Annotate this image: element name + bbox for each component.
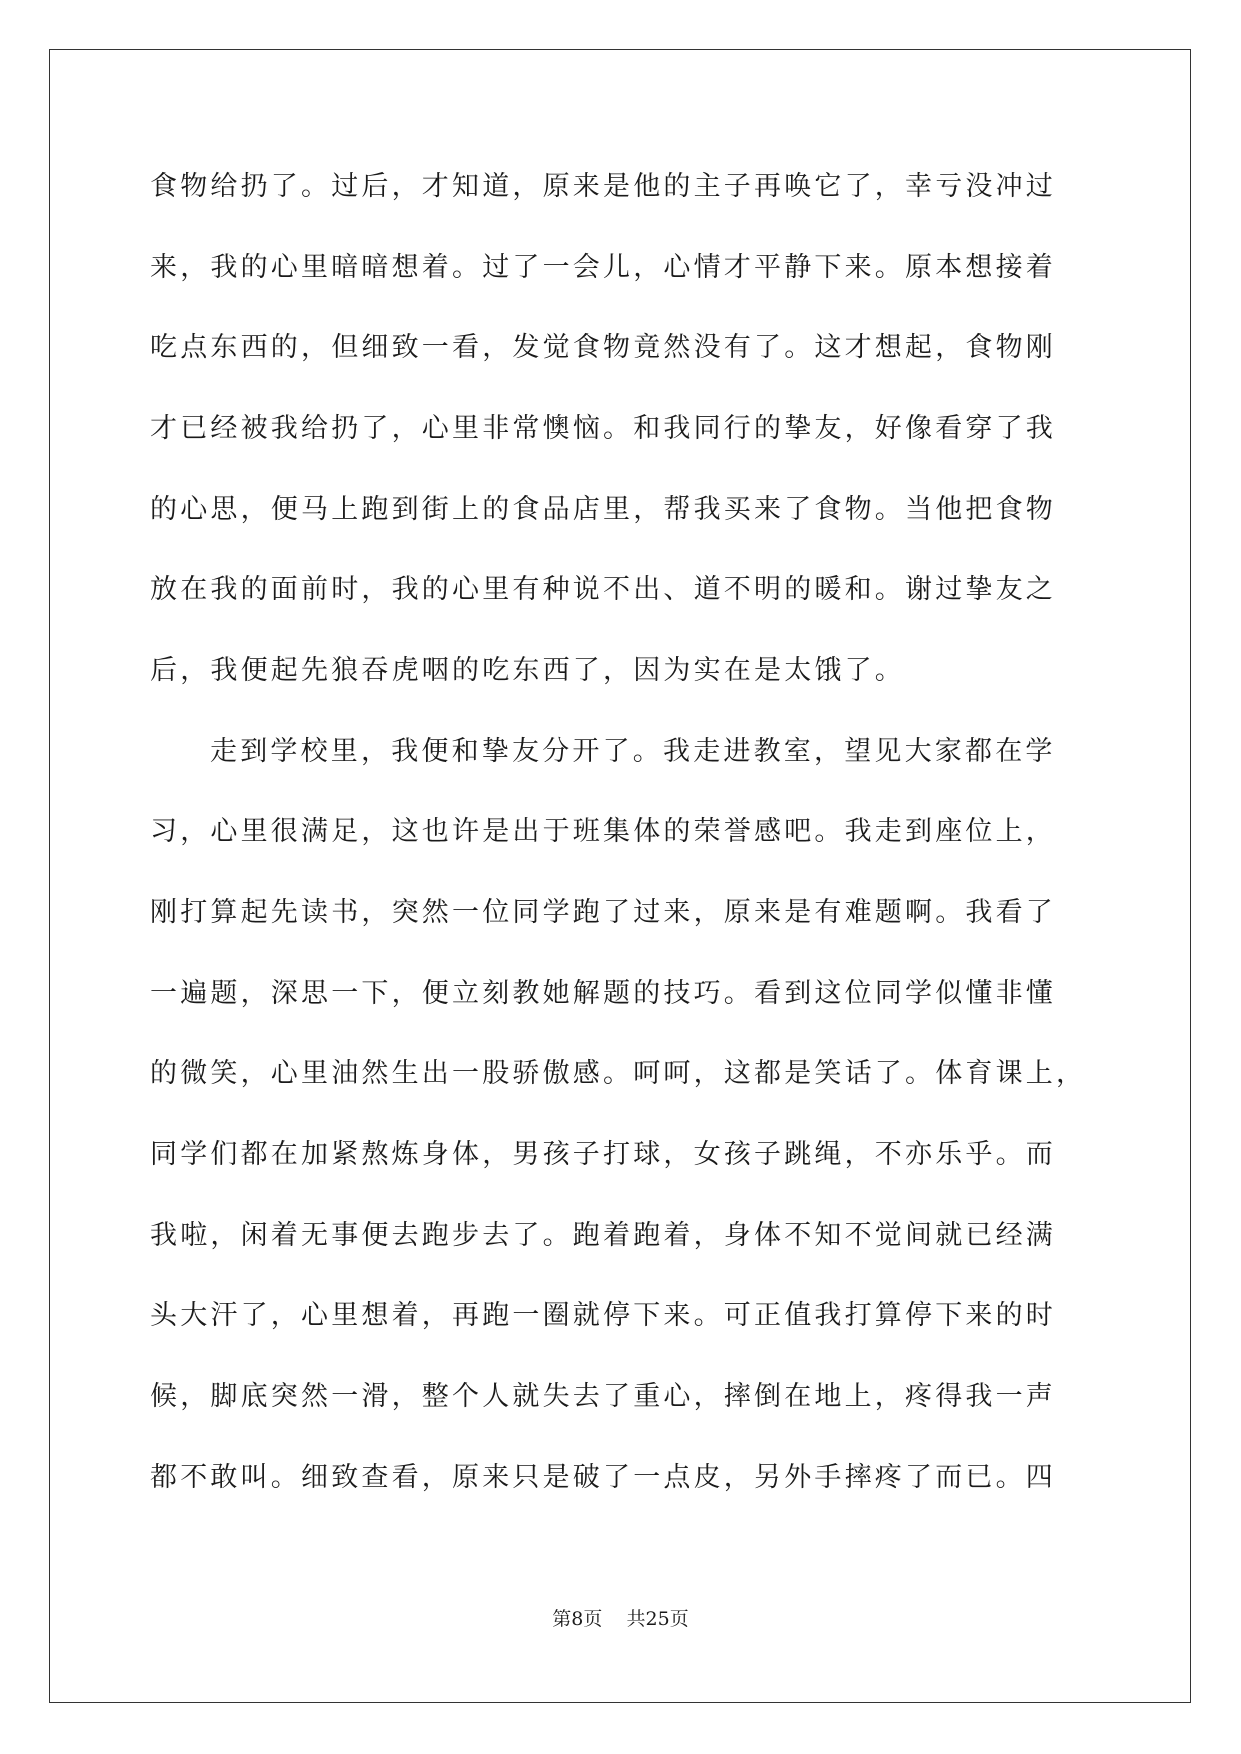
text-line: 我啦，闲着无事便去跑步去了。跑着跑着，身体不知不觉间就已经满 <box>150 1220 1056 1251</box>
text-line: 后，我便起先狼吞虎咽的吃东西了，因为实在是太饿了。 <box>150 655 905 686</box>
text-line: 放在我的面前时，我的心里有种说不出、道不明的暖和。谢过挚友之 <box>150 574 1056 605</box>
text-line: 头大汗了，心里想着，再跑一圈就停下来。可正值我打算停下来的时 <box>150 1300 1056 1331</box>
page-border <box>49 49 1191 1703</box>
text-line: 候，脚底突然一滑，整个人就失去了重心，摔倒在地上，疼得我一声 <box>150 1381 1056 1412</box>
page-footer <box>0 1607 1241 1631</box>
text-line: 的微笑，心里油然生出一股骄傲感。呵呵，这都是笑话了。体育课上， <box>150 1058 1087 1089</box>
text-line: 都不敢叫。细致查看，原来只是破了一点皮，另外手摔疼了而已。四 <box>150 1462 1056 1493</box>
page-total: 共25页 <box>626 1608 689 1630</box>
text-line: 一遍题，深思一下，便立刻教她解题的技巧。看到这位同学似懂非懂 <box>150 978 1056 1009</box>
footer-spacer <box>602 1608 626 1630</box>
paragraph-first-line: 走到学校里，我便和挚友分开了。我走进教室，望见大家都在学 <box>210 736 1056 767</box>
text-line: 同学们都在加紧熬炼身体，男孩子打球，女孩子跳绳，不亦乐乎。而 <box>150 1139 1056 1170</box>
page-number: 第8页 <box>552 1608 603 1630</box>
text-line: 食物给扔了。过后，才知道，原来是他的主子再唤它了，幸亏没冲过 <box>150 171 1056 202</box>
text-line: 吃点东西的，但细致一看，发觉食物竟然没有了。这才想起，食物刚 <box>150 332 1056 363</box>
text-line: 才已经被我给扔了，心里非常懊恼。和我同行的挚友，好像看穿了我 <box>150 413 1056 444</box>
text-line: 的心思，便马上跑到街上的食品店里，帮我买来了食物。当他把食物 <box>150 494 1056 525</box>
text-line: 刚打算起先读书，突然一位同学跑了过来，原来是有难题啊。我看了 <box>150 897 1056 928</box>
text-line: 来，我的心里暗暗想着。过了一会儿，心情才平静下来。原本想接着 <box>150 252 1056 283</box>
text-line: 习，心里很满足，这也许是出于班集体的荣誉感吧。我走到座位上， <box>150 816 1056 847</box>
